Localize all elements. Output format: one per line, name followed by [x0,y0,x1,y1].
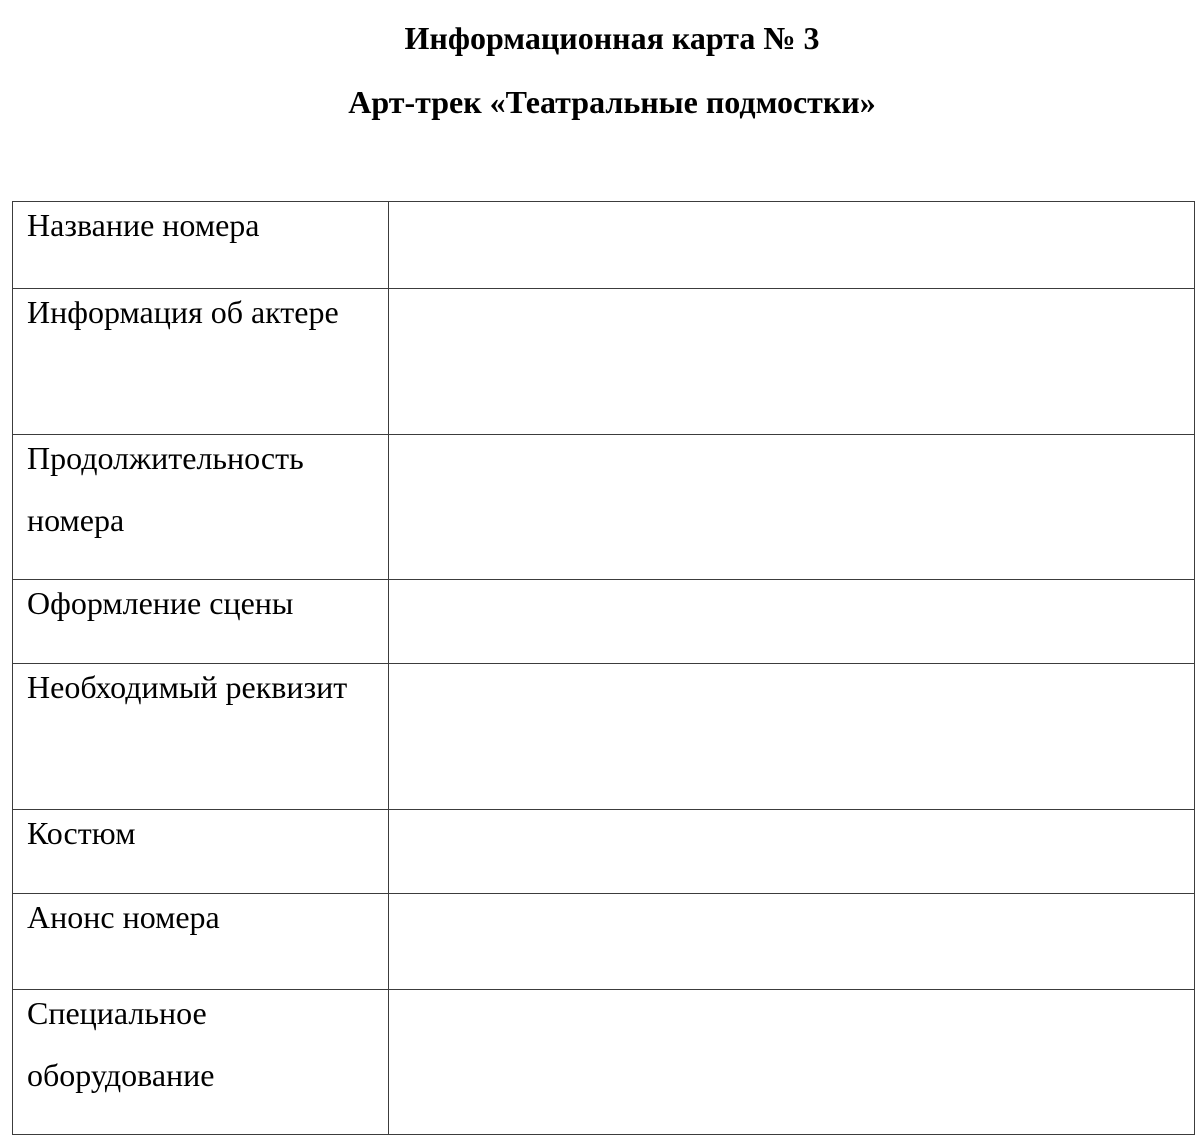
row-value-cell[interactable] [389,435,1195,580]
document-title: Информационная карта № 3 [404,20,820,56]
row-label: Специальное оборудование [27,995,215,1093]
row-label: Название номера [27,207,260,243]
row-label-cell [13,990,389,1135]
table-row [13,664,1195,810]
row-value-cell[interactable] [389,990,1195,1135]
document-subtitle: Арт-трек «Театральные подмостки» [348,84,876,120]
table-row [13,810,1195,894]
row-label: Необходимый реквизит [27,669,348,705]
row-label-cell [13,894,389,990]
table-row [13,990,1195,1135]
row-value-cell[interactable] [389,894,1195,990]
table-row [13,894,1195,990]
row-label: Информация об актере [27,294,339,330]
row-value-cell[interactable] [389,289,1195,435]
row-label: Продолжительность номера [27,440,304,538]
row-label-cell [13,435,389,580]
row-label-cell [13,580,389,664]
table-row [13,435,1195,580]
info-card-table [12,201,1195,1135]
row-label: Анонс номера [27,899,220,935]
row-label: Костюм [27,815,136,851]
row-label-cell [13,289,389,435]
row-label: Оформление сцены [27,585,294,621]
table-row [13,202,1195,289]
table-row [13,289,1195,435]
row-value-cell[interactable] [389,202,1195,289]
row-value-cell[interactable] [389,580,1195,664]
row-label-cell [13,810,389,894]
row-label-cell [13,202,389,289]
row-label-cell [13,664,389,810]
row-value-cell[interactable] [389,664,1195,810]
row-value-cell[interactable] [389,810,1195,894]
table-row [13,580,1195,664]
